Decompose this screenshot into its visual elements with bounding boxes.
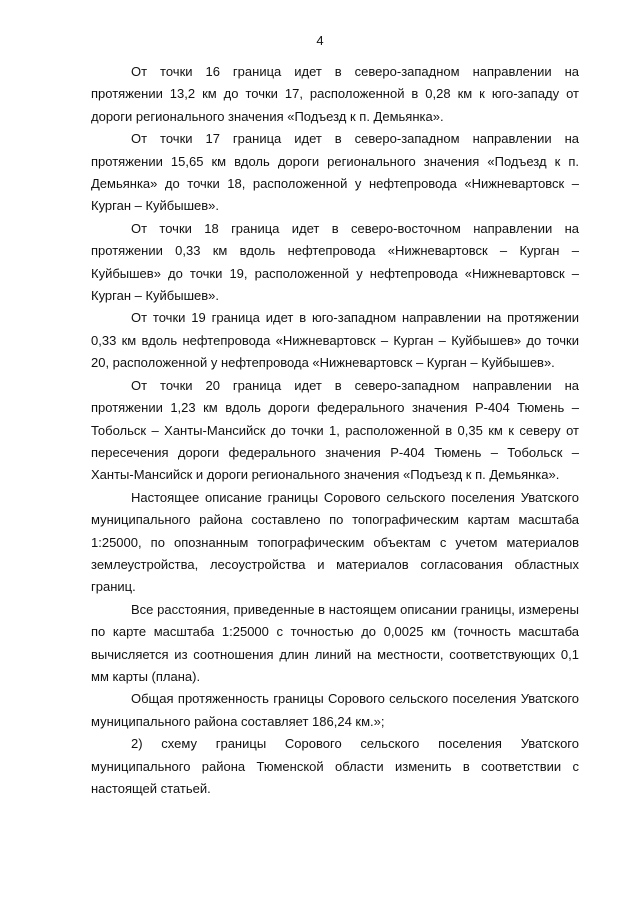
paragraph-point-20: От точки 20 граница идет в северо-западном направлении на протяжении 1,23 км вдоль дороги федерального значения Р-404 Тюмень – Тобольск – Ханты-Мансийск до точки 1, расположенной в 0,35 км к северу от пересечения дороги федерального значения Р-404 Тюмень – Тобольск – Ханты-Мансийск и дороги регионального значения «Подъезд к п. Демьянка». bbox=[91, 377, 579, 483]
page-number: 4 bbox=[316, 33, 324, 48]
document-body bbox=[91, 61, 579, 800]
paragraph-point-16: От точки 16 граница идет в северо-западном направлении на протяжении 13,2 км до точки 17, расположенной в 0,28 км к юго-западу от дороги регионального значения «Подъезд к п. Демьянка». bbox=[91, 64, 579, 124]
paragraph-boundary-scheme: 2) схему границы Сорового сельского поселения Уватского муниципального района Тюменской области изменить в соответствии с настоящей статьей. bbox=[91, 736, 579, 796]
paragraph-description-source: Настоящее описание границы Сорового сельского поселения Уватского муниципального района составлено по топографическим картам масштаба 1:25000, по опознанным топографическим объектам с учетом материалов землеустройства, лесоустройства и материалов согласования областных границ. bbox=[91, 489, 579, 595]
paragraph-point-19: От точки 19 граница идет в юго-западном направлении на протяжении 0,33 км вдоль нефтепровода «Нижневартовск – Курган – Куйбышев» до точки 20, расположенной у нефтепровода «Нижневартовск – Курган – Куйбышев». bbox=[91, 310, 579, 371]
paragraph-total-length: Общая протяженность границы Сорового сельского поселения Уватского муниципального района составляет 186,24 км.»; bbox=[91, 691, 579, 729]
paragraph-point-17: От точки 17 граница идет в северо-западном направлении на протяжении 15,65 км вдоль дороги регионального значения «Подъезд к п. Демьянка» до точки 18, расположенной у нефтепровода «Нижневартовск – Курган – Куйбышев». bbox=[91, 131, 579, 214]
paragraph-point-18: От точки 18 граница идет в северо-восточном направлении на протяжении 0,33 км вдоль нефтепровода «Нижневартовск – Курган – Куйбышев» до точки 19, расположенной у нефтепровода «Нижневартовск – Курган – Куйбышев». bbox=[91, 220, 579, 304]
paragraph-distance-accuracy: Все расстояния, приведенные в настоящем описании границы, измерены по карте масштаба 1:25000 с точностью до 0,0025 км (точность масштаба вычисляется из соотношения длин линий на местности, соответствующих 0,1 мм карты (плана). bbox=[91, 601, 579, 684]
